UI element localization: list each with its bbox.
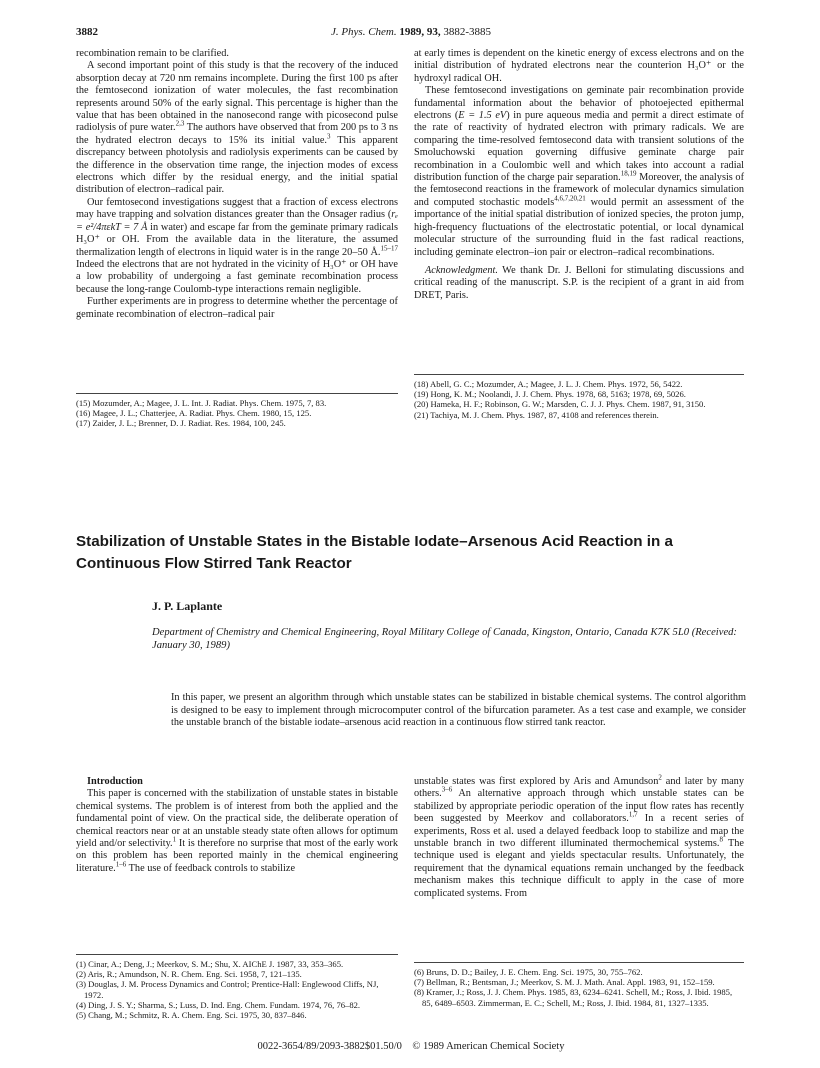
- reference-item: (19) Hong, K. M.; Noolandi, J. J. Chem. Phys. 1978, 68, 5163; 1978, 69, 5026.: [414, 389, 686, 400]
- paragraph: recombination remain to be clarified.: [76, 48, 229, 59]
- reference-item: (21) Tachiya, M. J. Chem. Phys. 1987, 87, 4108 and references therein.: [414, 409, 659, 420]
- previous-article-left-column: [76, 48, 398, 321]
- section-heading-introduction: Introduction: [87, 776, 143, 787]
- reference-item: (1) Cinar, A.; Deng, J.; Meerkov, S. M.; Shu, X. AIChE J. 1987, 33, 353–365.: [76, 959, 344, 969]
- reference-item: (4) Ding, J. S. Y.; Sharma, S.; Luss, D. Ind. Eng. Chem. Fundam. 1974, 76, 76–82.: [76, 999, 361, 1010]
- journal-name: J. Phys. Chem.: [330, 26, 397, 38]
- footnote-rule: [414, 962, 744, 963]
- footnote-rule: [76, 393, 398, 394]
- paragraph: Further experiments are in progress to determine whether the percentage of geminate recombination of electron–radical pair: [76, 296, 398, 320]
- reference-item: (18) Abell, G. C.; Mozumder, A.; Magee, J. L. J. Chem. Phys. 1972, 56, 5422.: [414, 379, 683, 389]
- journal-citation: [76, 26, 746, 38]
- article-code: 0022-3654/89/2093-3882$01.50/0: [257, 1041, 402, 1052]
- paragraph: These femtosecond investigations on geminate pair recombination provide fundamental information about the behavior of photoejected epithermal electrons (E = 1.5 eV) in pure aqueous media and permit a direct estimate of the rate of reactivity of hydrated electron with primary radicals. We are comparing the time-resolved femtosecond data with transient solutions of the Smoluchowski equation governing diffusive geminate charge pair recombination in a Coulombic well and which takes into account a radial distribution function of the charge pair separation.$^{18,19}$ Moreover, the analysis of the femtosecond reactions in the framework of molecular dynamics simulation and computed stochastic models$^{4,6,7,20,21}$ would permit an assessment of the importance of the initial spatial distribution of ionized species, the proton jump, high-frequency fluctuations of the electrostatic potential, or local dynamical molecular structure of the surrounding fluid in the fast radical reactions, including geminate electron–ion pair or electron–radical recombinations.: [414, 85, 744, 258]
- footnote-rule: [414, 374, 744, 375]
- reference-item: (17) Zaider, J. L.; Brenner, D. J. Radiat. Res. 1984, 100, 245.: [76, 418, 286, 429]
- article-references-right: [414, 962, 744, 1008]
- journal-year: 1989,: [399, 26, 425, 38]
- article-references-left: [76, 954, 398, 1020]
- energy-value: E = 1.5 eV: [458, 110, 507, 122]
- abstract: In this paper, we present an algorithm through which unstable states can be stabilized in bistable chemical systems. The control algorithm is designed to be easy to implement through microcomputer control of the bifurcation parameter. As a test case and example, we consider the unstable branch of the bistable iodate–arsenous acid reaction in a continuous flow stirred tank reactor.: [171, 692, 746, 729]
- paragraph: at early times is dependent on the kinetic energy of excess electrons and on the initial distribution of hydrated electrons near the counterion H₃O⁺ or the hydroxyl radical OH.: [414, 48, 744, 84]
- reference-item: (3) Douglas, J. M. Process Dynamics and Control; Prentice-Hall: Englewood Cliffs, NJ, 1972.: [76, 979, 379, 1000]
- author-affiliation: Department of Chemistry and Chemical Engineering, Royal Military College of Canada, Kingston, Ontario, Canada K7K 5L0 (Received: January 30, 1989): [152, 627, 737, 651]
- footnote-rule: [76, 954, 398, 955]
- references-right: [414, 374, 744, 420]
- reference-item: (8) Kramer, J.; Ross, J. J. Chem. Phys. 1985, 83, 6234–6241. Schell, M.; Ross, J. Ibid. 1985, 85, 6489–6503. Zimmerman, E. C.; Schell, M.; Ross, J. Ibid. 1984, 81, 1327–1335.: [414, 987, 733, 1008]
- paragraph: Our femtosecond investigations suggest that a fraction of excess electrons may have trapping and solvation distances greater than the Onsager radius (rₑ = e²/4πεkT = 7 Å in water) and escape far from the geminate primary radicals H₃O⁺ or OH. From the available data in the literature, the assumed thermalization length of electrons in liquid water is in the range 20–50 Å.$^{15-17}$ Indeed the electrons that are not hydrated in the vicinity of H₃O⁺ or OH have a low probability of undergoing a fast geminate recombination process because the long-range Coulomb-type interactions remain negligible.: [76, 196, 398, 295]
- reference-item: (2) Aris, R.; Amundson, N. R. Chem. Eng. Sci. 1958, 7, 121–135.: [76, 969, 302, 980]
- acknowledgment-label: Acknowledgment.: [425, 264, 498, 276]
- page-number: 3882: [76, 26, 98, 38]
- introduction-right-column: [414, 773, 744, 900]
- reference-item: (5) Chang, M.; Schmitz, R. A. Chem. Eng. Sci. 1975, 30, 837–846.: [76, 1010, 307, 1021]
- introduction-left-column: [76, 776, 398, 875]
- reference-item: (7) Bellman, R.; Bentsman, J.; Meerkov, S. M. J. Math. Anal. Appl. 1983, 91, 152–159.: [414, 977, 715, 988]
- reference-item: (16) Magee, J. L.; Chatterjee, A. Radiat. Phys. Chem. 1980, 15, 125.: [76, 408, 312, 419]
- journal-pages: 3882-3885: [443, 26, 492, 38]
- paragraph: A second important point of this study is that the recovery of the induced absorption decay at 720 nm remains incomplete. During the first 100 ps after the femtosecond ionization of water molecules, the fast recombination represents around 50% of the early signal. This percentage is higher than the value that has been obtained in the nanosecond range with picosecond pulse radiolysis of pure water.$^{2,3}$ The authors have observed that from 200 ps to 3 ns the hydrated electron decays to 15% its initial value.$^3$ This apparent discrepancy between photolysis and radiolysis experiments can be caused by the difference in the observation time range, the injection modes of excess electrons which differ by the residual energy, and the initial spatial distribution of electron–radical pair.: [76, 60, 398, 196]
- reference-item: (20) Hameka, H. F.; Robinson, G. W.; Marsden, C. J. J. Phys. Chem. 1987, 91, 3150.: [414, 399, 706, 410]
- references-left: [76, 393, 398, 429]
- paragraph: unstable states was first explored by Aris and Amundson$^2$ and later by many others.$^{3-6}$ An alternative approach through which unstable states can be stabilized by appropriate periodic operation of the input flow rates has recently been suggested by Meerkov and collaborators.$^{1,7}$ In a recent series of experiments, Ross et al. used a delayed feedback loop to stabilize and map the unstable branch in two different illuminated thermochemical systems.$^8$ The technique used is elegant and yields spectacular results. Unfortunately, the requirement that the dynamical equations remain unchanged by the feedback mechanism makes this technique difficult to apply in the case of more complicated systems. From: [414, 773, 744, 899]
- paragraph: This paper is concerned with the stabilization of unstable states in bistable chemical systems. The problem is of interest from both the applied and the fundamental point of view. On the practical side, the deliberate operation of chemical reactors near or at an unstable steady state often allows for optimum yield and/or selectivity.$^1$ It is therefore no surprise that most of the early work on this problem has been reported mainly in the chemical engineering literature.$^{1-6}$ The use of feedback controls to stabilize: [76, 788, 398, 874]
- journal-volume: 93,: [426, 26, 441, 38]
- previous-article-right-column: [414, 48, 744, 302]
- running-header: [76, 26, 746, 42]
- page-footer: [76, 1041, 746, 1052]
- received-date: (Received: January 30, 1989): [152, 627, 737, 651]
- copyright: © 1989 American Chemical Society: [412, 1041, 565, 1052]
- reference-item: (15) Mozumder, A.; Magee, J. L. Int. J. Radiat. Phys. Chem. 1975, 7, 83.: [76, 398, 327, 408]
- acknowledgment: Acknowledgment. We thank Dr. J. Belloni for stimulating discussions and critical reading of the manuscript. S.P. is the recipient of a grant in aid from DRET, Paris.: [414, 264, 744, 301]
- article-author: J. P. Laplante: [152, 599, 223, 613]
- onsager-equation: rₑ = e²/4πεkT = 7 Å: [76, 209, 398, 233]
- reference-item: (6) Bruns, D. D.; Bailey, J. E. Chem. Eng. Sci. 1975, 30, 755–762.: [414, 967, 643, 977]
- article-title: Stabilization of Unstable States in the Bistable Iodate–Arsenous Acid Reaction in a Continuous Flow Stirred Tank Reactor: [76, 533, 673, 572]
